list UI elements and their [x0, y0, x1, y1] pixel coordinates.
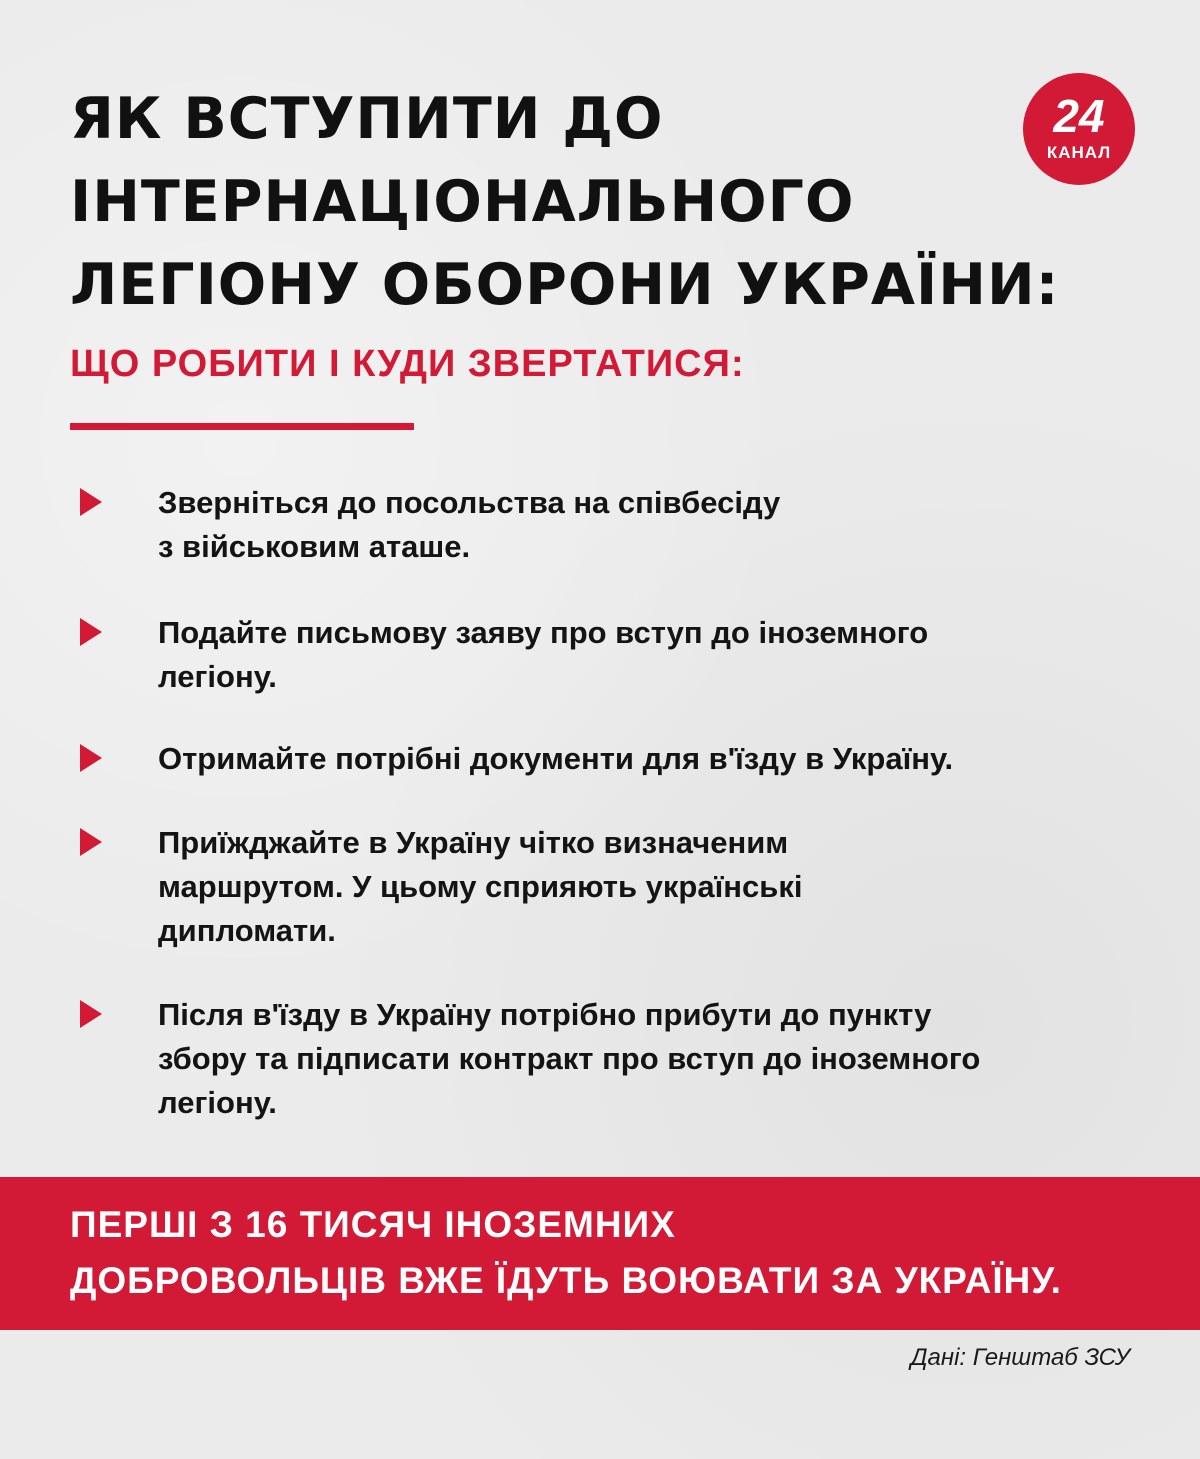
channel-24-logo — [1023, 73, 1135, 185]
subtitle: ЩО РОБИТИ І КУДИ ЗВЕРТАТИСЯ: — [70, 343, 745, 385]
banner-line: ДОБРОВОЛЬЦІВ ВЖЕ ЇДУТЬ ВОЮВАТИ ЗА УКРАЇНУ. — [70, 1260, 1062, 1301]
step-line: дипломати. — [158, 913, 336, 948]
play-triangle-icon — [80, 828, 102, 856]
step-text — [158, 737, 1118, 781]
step-text — [158, 481, 1118, 569]
step-line: з військовим аташе. — [158, 529, 471, 564]
play-triangle-icon — [80, 488, 102, 516]
step-text — [158, 993, 1118, 1125]
step-line: Подайте письмову заяву про вступ до іноземного — [158, 615, 929, 650]
step-line: Після в'їзду в Україну потрібно прибути до пункту — [158, 997, 932, 1032]
title-line: ЛЕГІОНУ ОБОРОНИ УКРАЇНИ: — [70, 252, 1060, 318]
play-triangle-icon — [80, 744, 102, 772]
banner-line: ПЕРШІ З 16 ТИСЯЧ ІНОЗЕМНИХ — [70, 1204, 676, 1245]
step-line: легіону. — [158, 659, 277, 694]
step-line: маршрутом. У цьому сприяють українські — [158, 869, 803, 904]
title-line: ЯК ВСТУПИТИ ДО — [70, 86, 664, 152]
banner-text — [70, 1197, 1062, 1309]
logo-name: КАНАЛ — [1046, 143, 1112, 162]
step-line: Зверніться до посольства на співбесіду — [158, 485, 781, 520]
source-credit: Дані: Генштаб ЗСУ — [910, 1344, 1130, 1371]
step-line: Приїжджайте в Україну чітко визначеним — [158, 825, 789, 860]
page-title — [70, 78, 1070, 327]
step-line: збору та підписати контракт про вступ до іноземного — [158, 1041, 981, 1076]
play-triangle-icon — [80, 618, 102, 646]
step-line: легіону. — [158, 1085, 277, 1120]
step-text — [158, 821, 1118, 953]
divider — [70, 423, 414, 430]
title-line: ІНТЕРНАЦІОНАЛЬНОГО — [70, 169, 855, 235]
logo-number: 24 — [1053, 90, 1105, 142]
step-line: Отримайте потрібні документи для в'їзду в Україну. — [158, 741, 954, 776]
play-triangle-icon — [80, 1000, 102, 1028]
step-text — [158, 611, 1118, 699]
highlight-banner — [0, 1177, 1200, 1330]
